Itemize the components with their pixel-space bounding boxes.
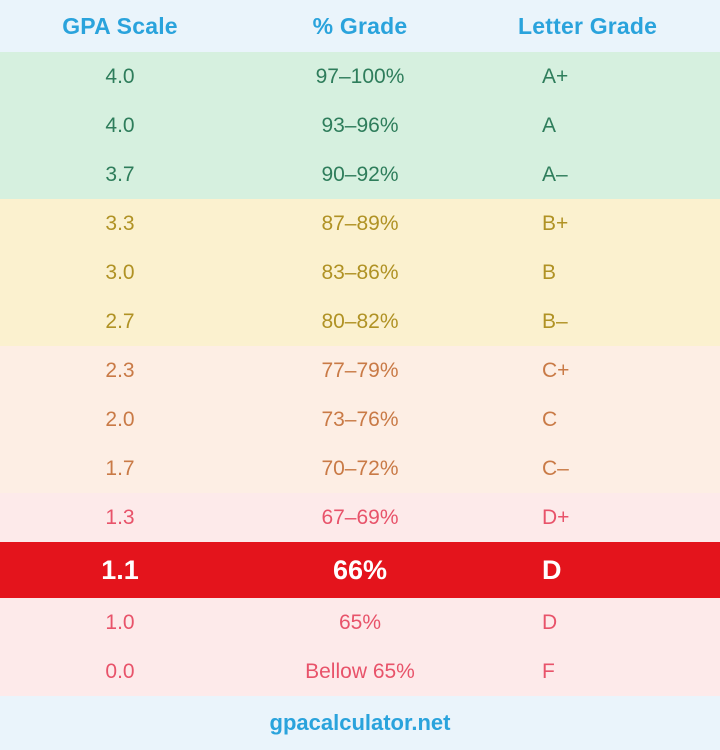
column-header-gpa: GPA Scale — [62, 12, 178, 39]
table-row — [0, 101, 720, 150]
cell-gpa: 4.0 — [105, 64, 135, 88]
cell-letter: C– — [542, 456, 569, 480]
cell-percent: 73–76% — [321, 407, 399, 431]
cell-percent: 66% — [332, 554, 388, 585]
table-row — [0, 444, 720, 493]
cell-percent: Bellow 65% — [305, 659, 415, 683]
cell-gpa: 3.3 — [105, 211, 135, 235]
cell-gpa: 3.0 — [105, 260, 135, 284]
table-header-row — [0, 0, 720, 52]
table-row — [0, 248, 720, 297]
cell-percent: 97–100% — [315, 64, 405, 88]
cell-gpa: 1.3 — [105, 505, 135, 529]
cell-gpa: 4.0 — [105, 113, 135, 137]
cell-percent: 87–89% — [321, 211, 399, 235]
cell-letter: D+ — [542, 505, 570, 529]
cell-letter: C+ — [542, 358, 570, 382]
cell-letter: A+ — [542, 64, 569, 88]
table-row — [0, 598, 720, 647]
table-row — [0, 52, 720, 101]
cell-letter: B — [542, 260, 557, 284]
cell-gpa: 2.0 — [105, 407, 135, 431]
cell-percent: 70–72% — [321, 456, 399, 480]
cell-percent: 90–92% — [321, 162, 399, 186]
cell-percent: 77–79% — [321, 358, 399, 382]
cell-letter: D — [542, 554, 562, 585]
table-row — [0, 199, 720, 248]
cell-percent: 65% — [338, 610, 382, 634]
cell-percent: 83–86% — [321, 260, 399, 284]
column-header-letter: Letter Grade — [518, 12, 658, 39]
table-row — [0, 395, 720, 444]
table-footer — [0, 696, 720, 750]
cell-letter: C — [542, 407, 558, 431]
cell-percent: 67–69% — [321, 505, 399, 529]
table-row — [0, 150, 720, 199]
cell-letter: F — [542, 659, 555, 683]
cell-gpa: 2.7 — [105, 309, 135, 333]
cell-gpa: 1.0 — [105, 610, 135, 634]
table-row — [0, 297, 720, 346]
column-header-percent: % Grade — [312, 12, 408, 39]
cell-percent: 93–96% — [321, 113, 399, 137]
table-row — [0, 647, 720, 696]
cell-letter: A — [542, 113, 557, 137]
cell-gpa: 1.1 — [101, 554, 139, 585]
table-row — [0, 542, 720, 598]
cell-gpa: 3.7 — [105, 162, 135, 186]
cell-letter: D — [542, 610, 558, 634]
cell-gpa: 1.7 — [105, 456, 135, 480]
cell-letter: B– — [542, 309, 568, 333]
cell-gpa: 2.3 — [105, 358, 135, 382]
table-body — [0, 52, 720, 696]
site-link[interactable]: gpacalculator.net — [269, 710, 451, 735]
cell-letter: A– — [542, 162, 568, 186]
cell-letter: B+ — [542, 211, 569, 235]
table-row — [0, 493, 720, 542]
cell-gpa: 0.0 — [105, 659, 135, 683]
cell-percent: 80–82% — [321, 309, 399, 333]
table-row — [0, 346, 720, 395]
